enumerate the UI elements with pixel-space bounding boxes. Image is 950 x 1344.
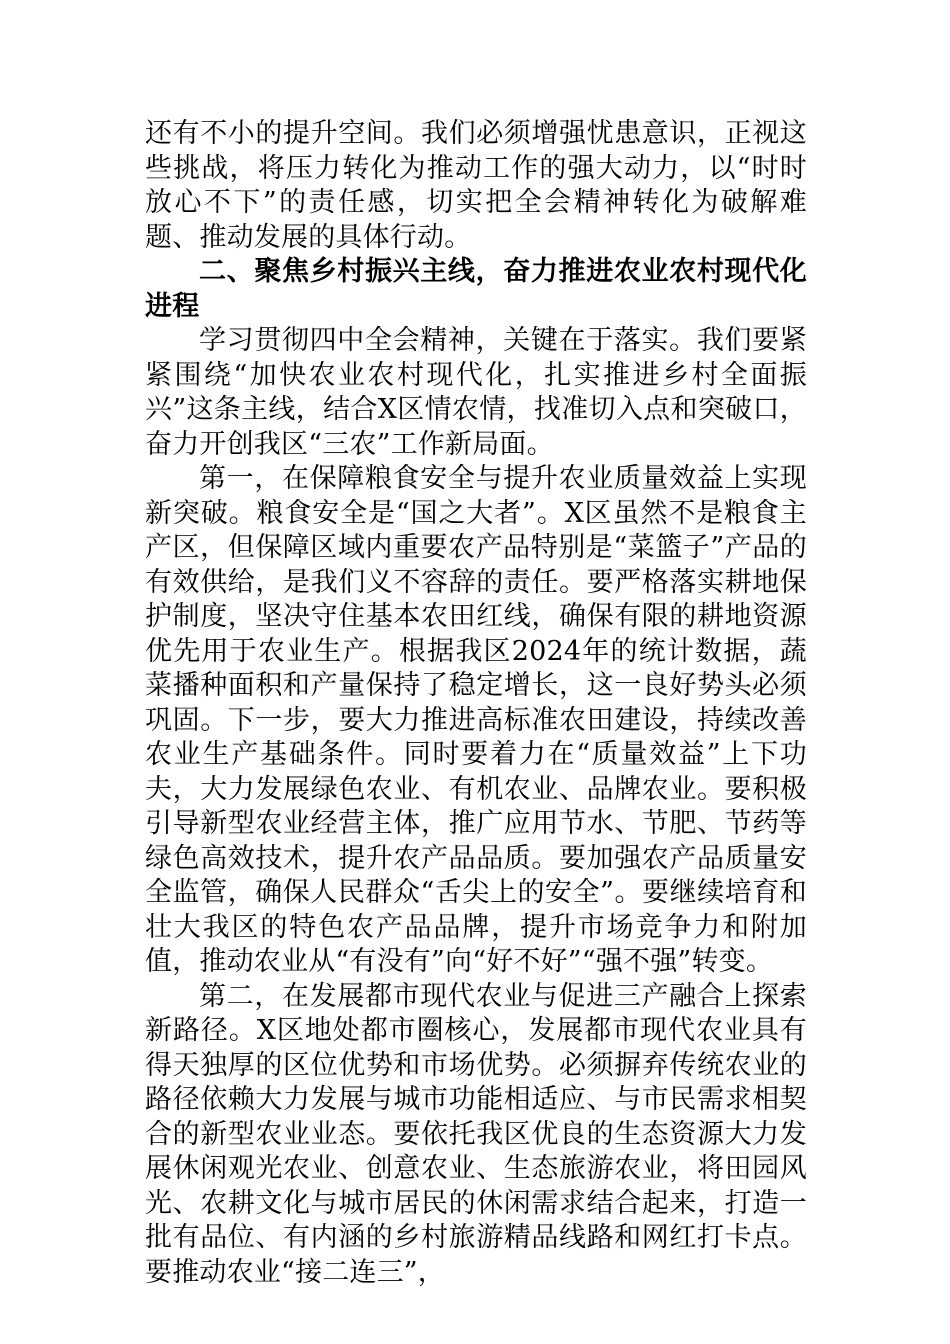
paragraph-continued: 还有不小的提升空间。我们必须增强忧患意识，正视这些挑战，将压力转化为推动工作的强大动力，以“时时放心不下”的责任感，切实把全会精神转化为破解难题、推动发展的具体行动。 [145,118,807,253]
paragraph-second-point: 第二，在发展都市现代农业与促进三产融合上探索新路径。X区地处都市圈核心，发展都市现代农业具有得天独厚的区位优势和市场优势。必须摒弃传统农业的路径依赖大力发展与城市功能相适应、与市民需求相契合的新型农业业态。要依托我区优良的生态资源大力发展休闲观光农业、创意农业、生态旅游农业，将田园风光、农耕文化与城市居民的休闲需求结合起来，打造一批有品位、有内涵的乡村旅游精品线路和网红打卡点。要推动农业“接二连三”， [145,980,807,1288]
paragraph-first-point: 第一，在保障粮食安全与提升农业质量效益上实现新突破。粮食安全是“国之大者”。X区虽然不是粮食主产区，但保障区域内重要农产品特别是“菜篮子”产品的有效供给，是我们义不容辞的责任。要严格落实耕地保护制度，坚决守住基本农田红线，确保有限的耕地资源优先用于农业生产。根据我区2024年的统计数据，蔬菜播种面积和产量保持了稳定增长，这一良好势头必须巩固。下一步，要大力推进高标准农田建设，持续改善农业生产基础条件。同时要着力在“质量效益”上下功夫，大力发展绿色农业、有机农业、品牌农业。要积极引导新型农业经营主体，推广应用节水、节肥、节药等绿色高效技术，提升农产品品质。要加强农产品质量安全监管，确保人民群众“舌尖上的安全”。要继续培育和壮大我区的特色农产品品牌，提升市场竞争力和附加值，推动农业从“有没有”向“好不好”“强不强”转变。 [145,463,807,977]
document-page [145,117,807,1290]
section-heading: 二、聚焦乡村振兴主线，奋力推进农业农村现代化进程 [145,256,807,322]
paragraph-intro: 学习贯彻四中全会精神，关键在于落实。我们要紧紧围绕“加快农业农村现代化，扎实推进乡村全面振兴”这条主线，结合X区情农情，找准切入点和突破口，奋力开创我区“三农”工作新局面。 [145,325,807,460]
